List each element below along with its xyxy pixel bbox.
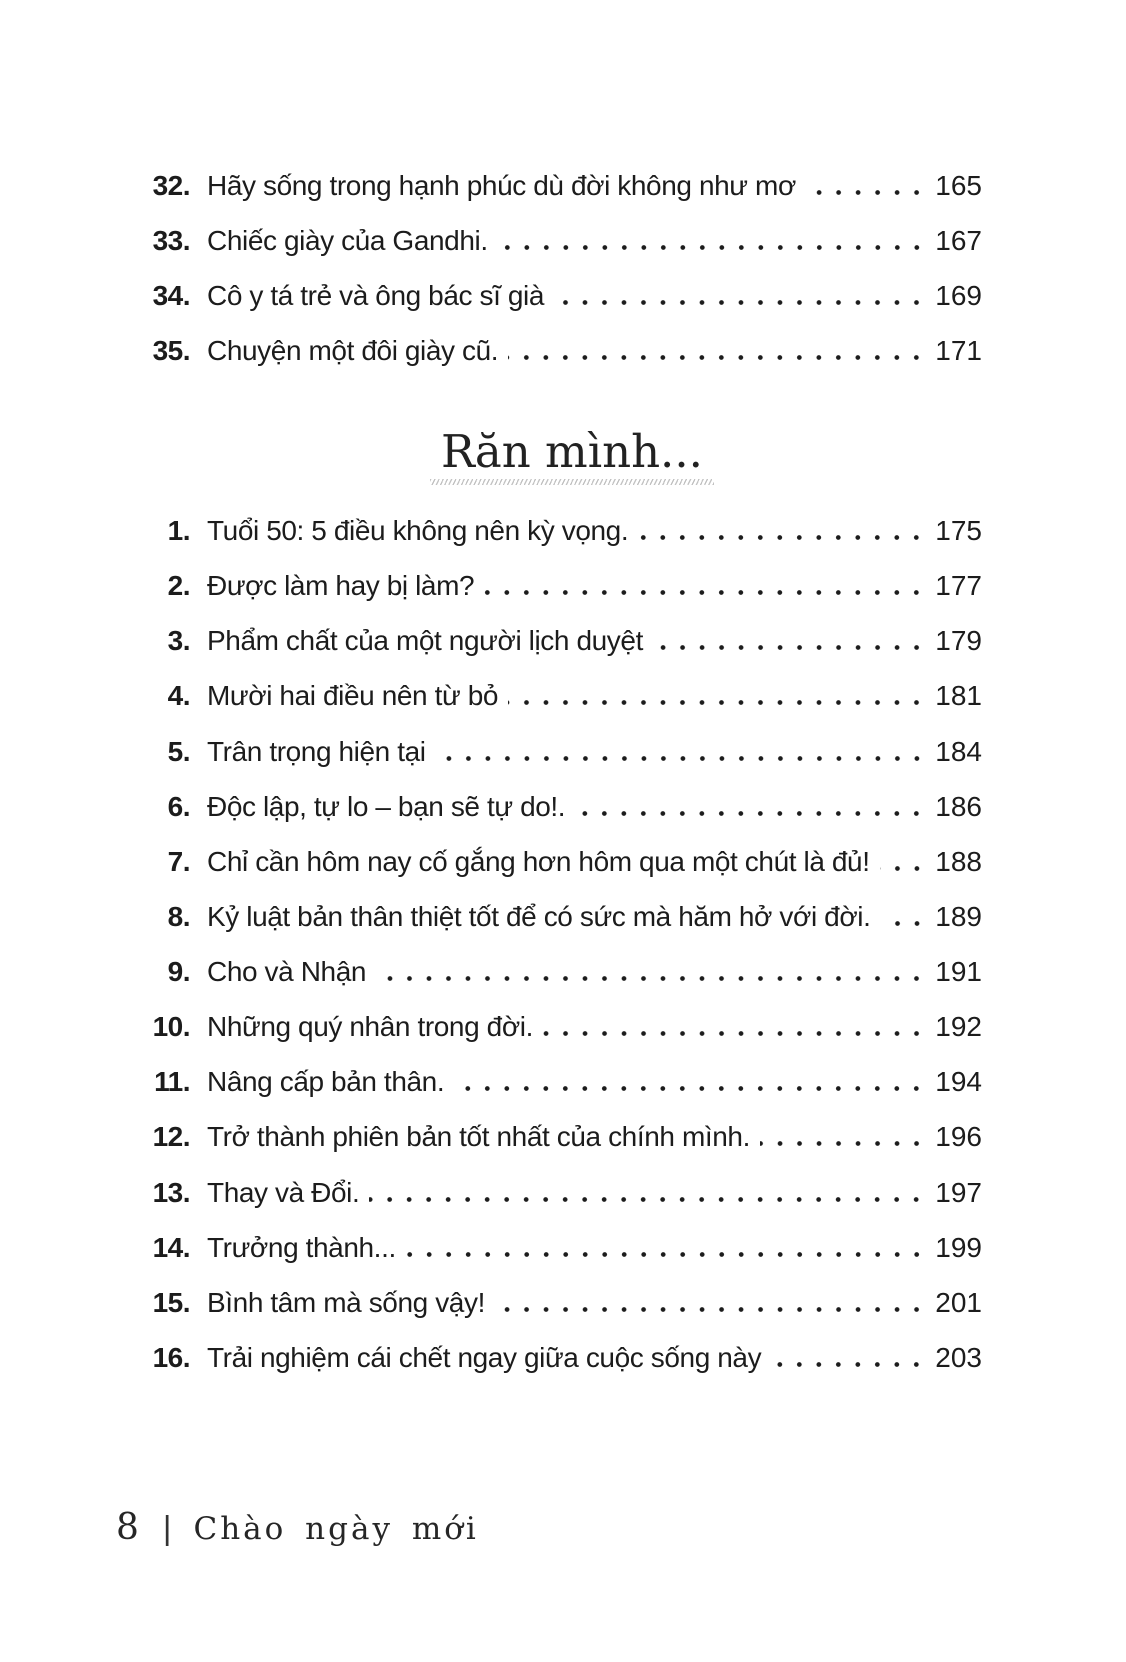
toc-entry-number: 5. xyxy=(167,735,190,767)
dot-leader xyxy=(436,756,927,761)
toc-entry xyxy=(138,503,982,558)
toc-entry-title: Cô y tá trẻ và ông bác sĩ già xyxy=(207,280,545,312)
section-header-wrap xyxy=(9,424,1126,486)
toc-entry-title: Thay và Đổi. xyxy=(207,1176,360,1208)
toc-entry-title: Trở thành phiên bản tốt nhất của chính mình. xyxy=(207,1121,750,1153)
toc-entry-number: 7. xyxy=(167,845,190,877)
dot-leader xyxy=(880,866,927,871)
section-title: Răn mình... xyxy=(441,424,703,478)
toc-entry-page: 197 xyxy=(935,1176,982,1208)
toc-entry-number: 35. xyxy=(152,335,190,367)
dot-leader xyxy=(638,535,926,540)
toc-entry-title: Kỷ luật bản thân thiệt tốt để có sức mà hăm hở với đời. xyxy=(207,900,871,932)
dot-leader xyxy=(543,1031,926,1036)
dot-leader xyxy=(498,245,927,250)
toc-entry-title: Tuổi 50: 5 điều không nên kỳ vọng. xyxy=(207,515,629,546)
dot-leader xyxy=(771,1362,926,1367)
footer-page-number: 8 xyxy=(116,1507,139,1548)
toc-entry-page: 165 xyxy=(935,170,982,201)
dot-leader xyxy=(369,1197,926,1202)
toc-entry xyxy=(138,1109,982,1164)
toc-entry-number: 16. xyxy=(152,1341,190,1373)
toc-entry-number: 6. xyxy=(167,790,190,822)
page-footer xyxy=(116,1507,479,1548)
section-underline-decoration xyxy=(430,479,714,485)
footer-separator: | xyxy=(162,1509,172,1546)
toc-entry-page: 192 xyxy=(935,1011,982,1043)
toc-entry-title: Chiếc giày của Gandhi. xyxy=(207,225,488,257)
section-header xyxy=(430,424,714,486)
toc-entry xyxy=(138,1330,982,1385)
dot-leader xyxy=(406,1252,926,1257)
toc-entry xyxy=(138,944,982,999)
toc-entry-number: 2. xyxy=(167,570,190,602)
toc-entry-page: 186 xyxy=(935,790,982,822)
toc-entry xyxy=(138,889,982,944)
toc-entry-number: 9. xyxy=(167,956,190,987)
footer-book-title: Chào ngày mới xyxy=(193,1511,479,1547)
toc-entry-number: 34. xyxy=(152,280,190,312)
toc-entry xyxy=(138,999,982,1054)
toc-entry-number: 14. xyxy=(152,1231,190,1263)
toc-entry-page: 196 xyxy=(935,1121,982,1153)
dot-leader xyxy=(806,190,926,195)
toc-entry xyxy=(138,724,982,779)
dot-leader xyxy=(760,1141,926,1146)
toc-entry xyxy=(138,1165,982,1220)
toc-entry-number: 3. xyxy=(167,625,190,657)
toc-entry-page: 175 xyxy=(935,515,982,546)
toc-entry-number: 15. xyxy=(152,1286,190,1318)
toc-entry xyxy=(138,158,982,213)
toc-entry-title: Chỉ cần hôm nay cố gắng hơn hôm qua một chút là đủ! xyxy=(207,845,870,877)
toc-entry-page: 191 xyxy=(935,956,982,987)
dot-leader xyxy=(508,355,926,360)
toc-entry-number: 4. xyxy=(167,680,190,712)
toc-entry-title: Bình tâm mà sống vậy! xyxy=(207,1286,485,1318)
toc-entry-title: Cho và Nhận xyxy=(207,956,367,987)
toc-entry-title: Những quý nhân trong đời. xyxy=(207,1011,533,1043)
toc-entry-title: Độc lập, tự lo – bạn sẽ tự do!. xyxy=(207,790,566,822)
toc-entry-number: 12. xyxy=(152,1121,190,1153)
toc-entry-page: 199 xyxy=(935,1231,982,1263)
toc-entry-title: Trưởng thành... xyxy=(207,1231,396,1263)
toc-entry-page: 201 xyxy=(935,1286,982,1318)
toc-entry-number: 33. xyxy=(152,225,190,257)
toc-entry-page: 188 xyxy=(935,845,982,877)
toc-entry-number: 13. xyxy=(152,1176,190,1208)
toc-entry xyxy=(138,268,982,323)
toc-entry xyxy=(138,779,982,834)
toc-list-main xyxy=(0,503,1126,1385)
toc-list-top xyxy=(0,0,1126,379)
toc-entry-page: 169 xyxy=(935,280,982,312)
toc-entry-number: 32. xyxy=(152,170,190,201)
toc-entry-title: Hãy sống trong hạnh phúc dù đời không như mơ xyxy=(207,170,796,201)
toc-entry-title: Nâng cấp bản thân. xyxy=(207,1066,445,1098)
dot-leader xyxy=(881,921,927,926)
dot-leader xyxy=(575,811,926,816)
toc-entry-title: Trải nghiệm cái chết ngay giữa cuộc sống này xyxy=(207,1341,762,1373)
toc-entry xyxy=(138,323,982,378)
toc-entry xyxy=(138,558,982,613)
toc-entry xyxy=(138,668,982,723)
dot-leader xyxy=(554,300,926,305)
toc-entry xyxy=(138,1220,982,1275)
dot-leader xyxy=(454,1086,926,1091)
toc-entry-title: Phẩm chất của một người lịch duyệt xyxy=(207,625,643,657)
dot-leader xyxy=(653,645,926,650)
toc-entry-page: 203 xyxy=(935,1341,982,1373)
toc-entry-page: 179 xyxy=(935,625,982,657)
toc-entry-page: 177 xyxy=(935,570,982,602)
toc-entry-page: 167 xyxy=(935,225,982,257)
toc-entry-page: 184 xyxy=(935,735,982,767)
toc-entry-number: 8. xyxy=(167,900,190,932)
toc-entry-number: 10. xyxy=(152,1011,190,1043)
toc-entry xyxy=(138,213,982,268)
toc-entry-number: 1. xyxy=(167,515,190,546)
toc-entry-page: 194 xyxy=(935,1066,982,1098)
toc-entry-page: 171 xyxy=(935,335,982,367)
dot-leader xyxy=(484,590,926,595)
toc-entry-page: 181 xyxy=(935,680,982,712)
toc-entry-title: Trân trọng hiện tại xyxy=(207,735,426,767)
dot-leader xyxy=(376,976,926,981)
toc-entry-title: Mười hai điều nên từ bỏ xyxy=(207,680,499,712)
toc-entry xyxy=(138,1054,982,1109)
toc-entry-title: Được làm hay bị làm? xyxy=(207,570,475,602)
dot-leader xyxy=(495,1307,926,1312)
dot-leader xyxy=(508,700,926,705)
toc-entry xyxy=(138,834,982,889)
toc-entry-page: 189 xyxy=(935,900,982,932)
toc-entry-number: 11. xyxy=(154,1066,190,1098)
toc-entry xyxy=(138,613,982,668)
toc-entry xyxy=(138,1275,982,1330)
toc-entry-title: Chuyện một đôi giày cũ. xyxy=(207,335,499,367)
